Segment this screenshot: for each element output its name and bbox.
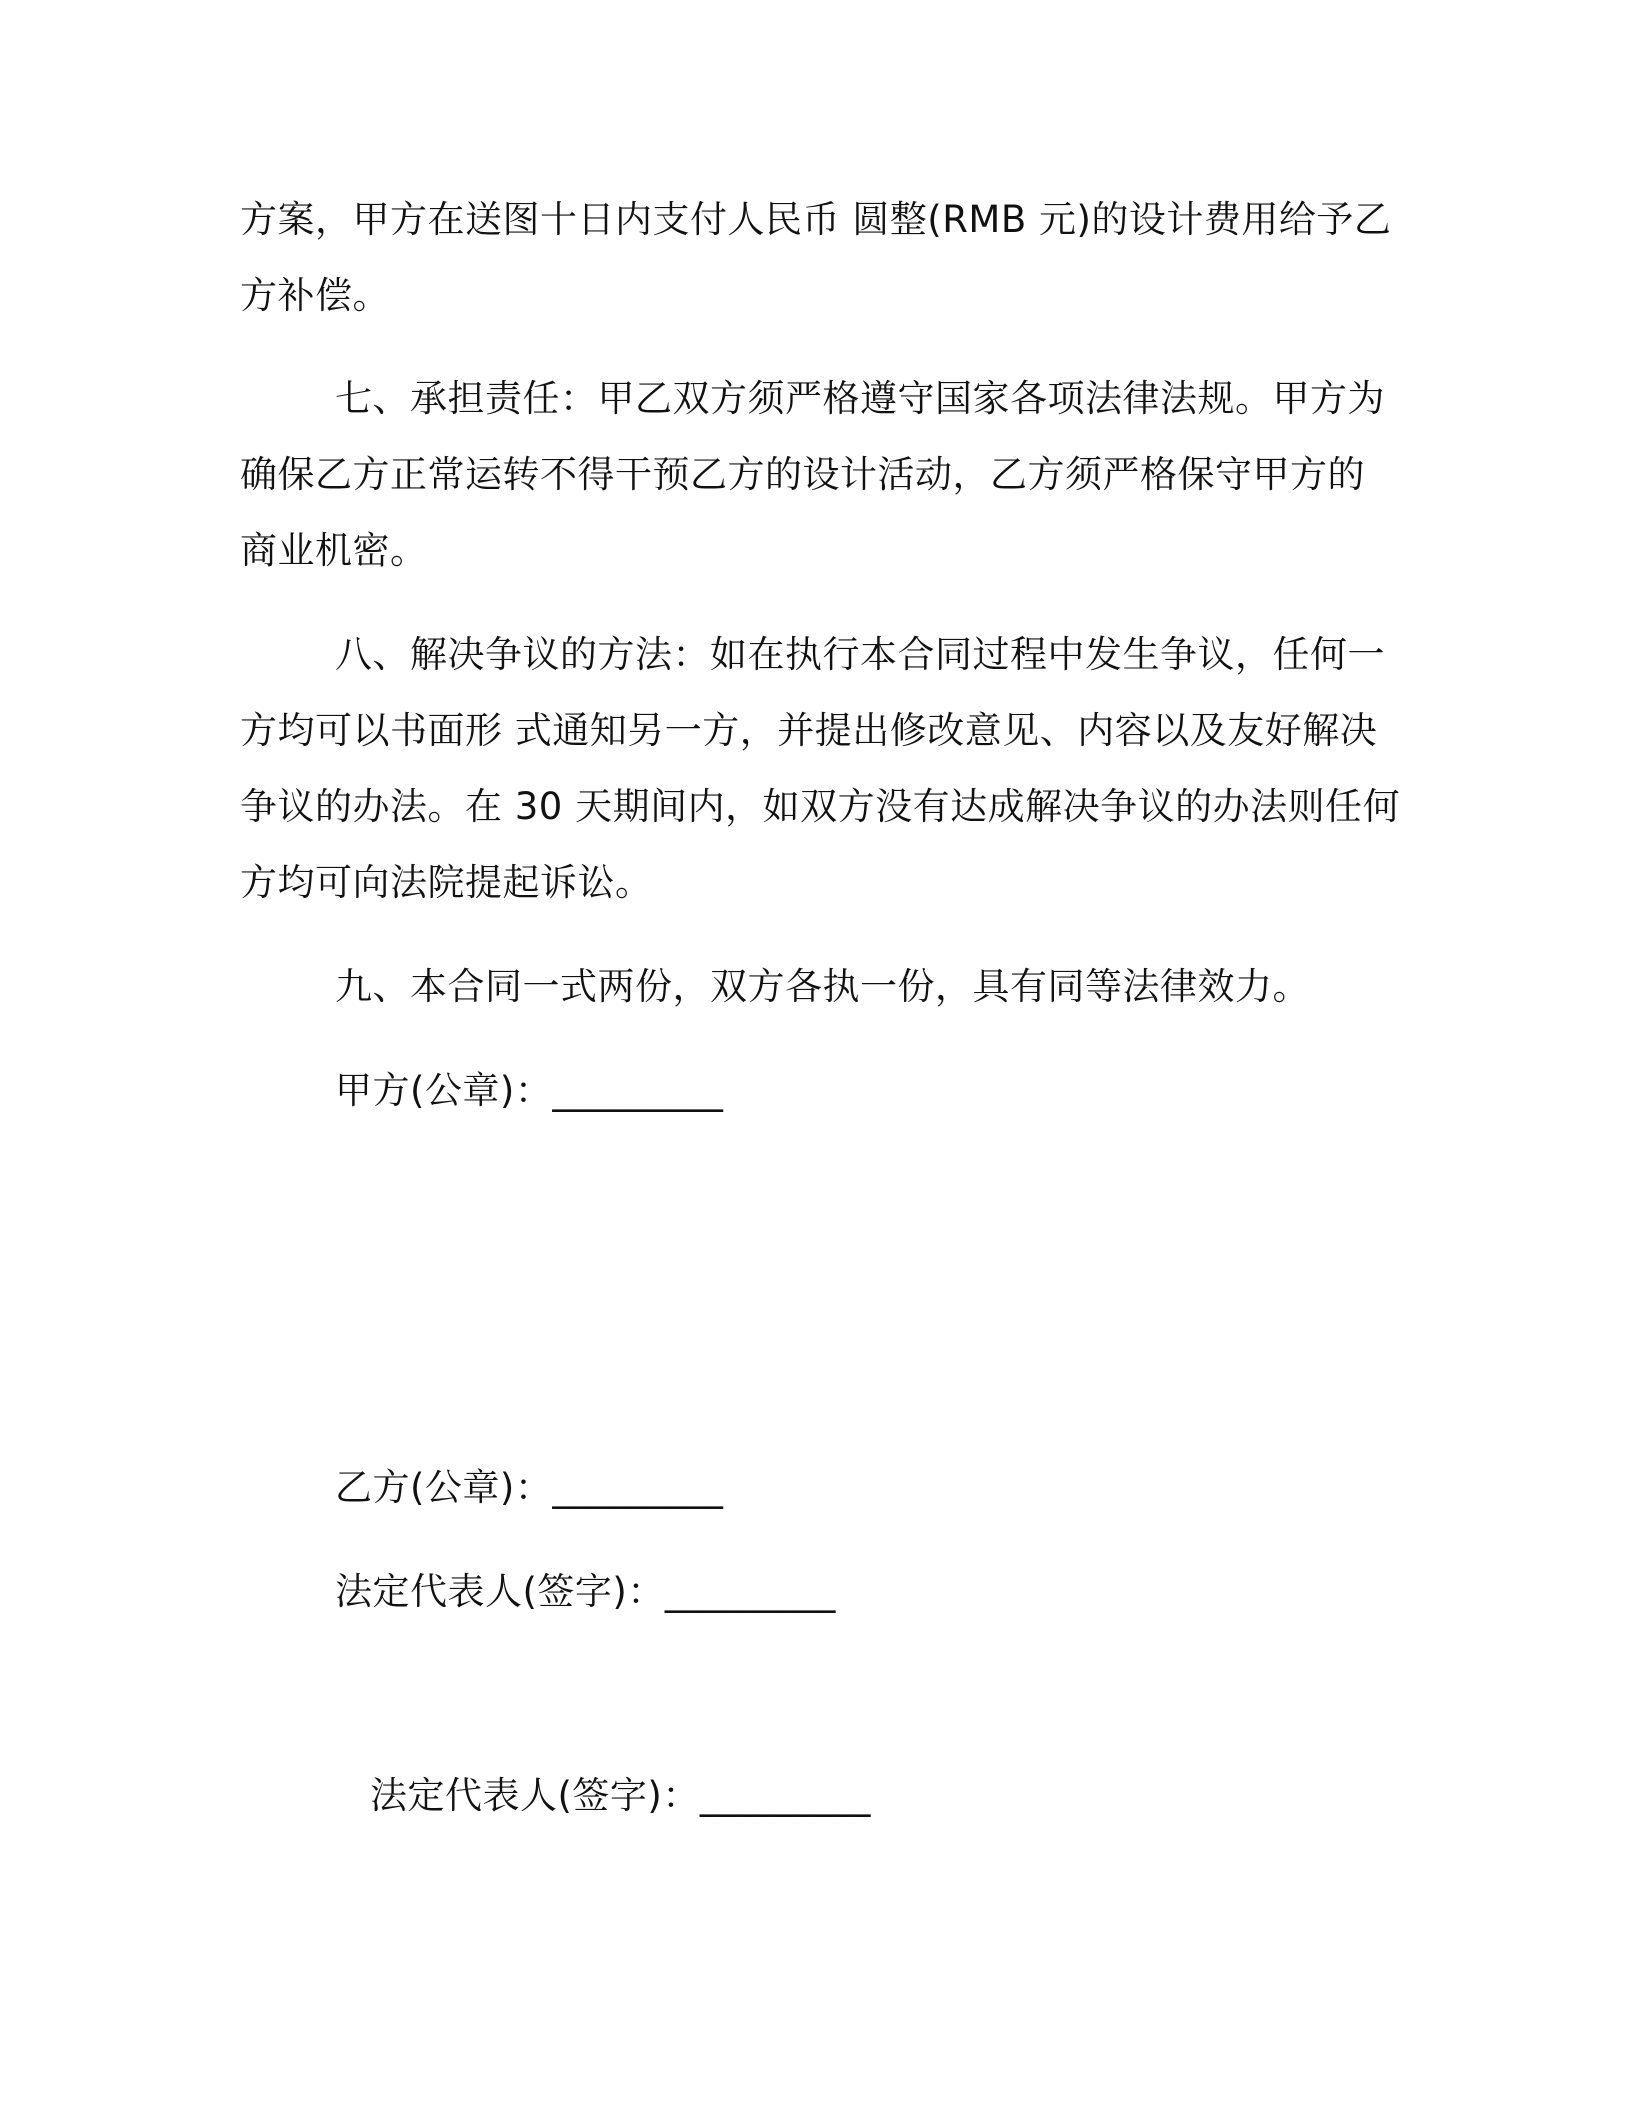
clause-9-line-1: 九、本合同一式两份，双方各执一份，具有同等法律效力。 (335, 965, 1310, 1008)
clause-8-line-2: 方均可以书面形 式通知另一方，并提出修改意见、内容以及友好解决 (240, 709, 1378, 752)
continuation-line-2: 方补偿。 (240, 274, 390, 317)
legal-representative-signature-1: 法定代表人(签字)：_________ (335, 1570, 836, 1613)
clause-8-line-4: 方均可向法院提起诉讼。 (240, 861, 653, 904)
clause-8-line-1: 八、解决争议的方法：如在执行本合同过程中发生争议，任何一 (335, 633, 1385, 676)
legal-representative-signature-2: 法定代表人(签字)：_________ (370, 1774, 871, 1817)
clause-8-line-3: 争议的办法。在 30 天期间内，如双方没有达成解决争议的办法则任何 (240, 785, 1401, 828)
continuation-line-1: 方案，甲方在送图十日内支付人民币 圆整(RMB 元)的设计费用给予乙 (240, 198, 1392, 241)
party-b-seal-line: 乙方(公章)：_________ (335, 1466, 724, 1509)
party-a-seal-line: 甲方(公章)：_________ (335, 1069, 724, 1112)
clause-7-line-3: 商业机密。 (240, 529, 428, 572)
clause-7-line-1: 七、承担责任：甲乙双方须严格遵守国家各项法律法规。甲方为 (335, 377, 1385, 420)
clause-7-line-2: 确保乙方正常运转不得干预乙方的设计活动，乙方须严格保守甲方的 (240, 453, 1365, 496)
